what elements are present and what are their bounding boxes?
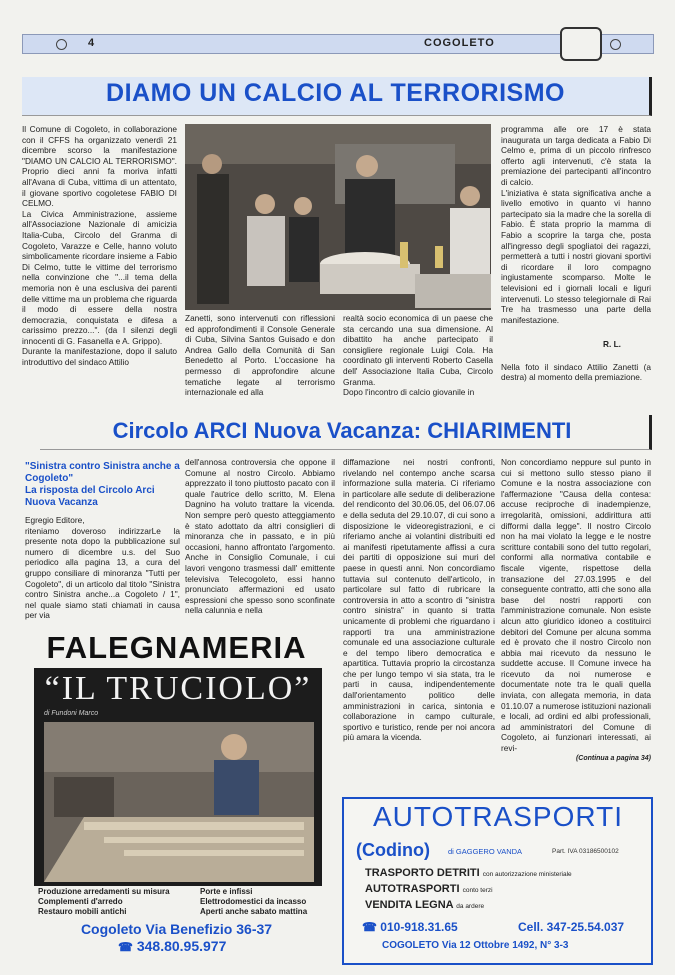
headline-terrorismo: DIAMO UN CALCIO AL TERRORISMO — [106, 79, 565, 107]
falegnameria-services-right: Porte e infissi Elettrodomestici da incasso Aperti anche sabato mattina — [200, 887, 308, 916]
article1-column-2: Zanetti, sono intervenuti con riflessioni ed approfondimenti il Console Generale di Cuba, Silvina Santos Guisado e don Andrea Gallo della Comunità di San Benedetto al Porto. L'occasione ha permesso di approfondire alcune tematiche legate al terrorismo internazionale ed alla — [185, 313, 335, 398]
autotrasporti-services: TRASPORTO DETRITI con autorizzazione ministeriale AUTOTRASPORTI conto terzi VENDITA LEGNA da ardere — [365, 867, 572, 911]
smiley-icon — [56, 39, 67, 50]
falegnameria-address: Cogoleto Via Benefizio 36-37 — [80, 921, 273, 937]
autotrasporti-city: COGOLETO — [382, 940, 440, 951]
article2-column-2: dell'annosa controversia che oppone il Comune al nostro Circolo. Abbiamo apprezzato il tono piuttosto pacato con il quale l'autrice dello scritto, M. Elena Dagnino ha voluto trattare la vicenda. Non sempre però questo atteggiamento è stato adottato da altri consiglieri di minoranza che in passato, e in più occasioni, hanno affrontato l'argomento. Anche in Consiglio Comunale, i cui lavori vengono trasmessi dall' emittente televisiva Telecogoleto, essi hanno pronunciato affermazioni ed usato espressioni che spesso sono sconfinate nella calunnia e nella — [185, 457, 335, 616]
article2-column-4: Non concordiamo neppure sul punto in cui si mettono sullo stesso piano il Comune e la nostra associazione con l'affermazione "Causa della contesa: accuse reciproche di inadempienze, irregolarità, omissioni, addirittura atti difformi dalla legge". Il nostro Circolo non ha mai violato la legge e le nostre scritture contabili sono del tutto regolari, conformi alla normativa contabile e fiscale vigente, rispettose della transazione del 27.03.1995 e del conseguente contratto, atti che sono alla base del nostri rapporti con l'amministrazione comunale. Non esiste alcun atto giuridico idoneo a costituirci debitori del Comune per alcuna somma ed è provato che il nostro Circolo non abbia mai ricevuto da nessuno le suddette accuse. Il Comune invece ha ricevuto da noi numerose e documentate note tra le quali quella inviata, con allegata memoria, in data 01.10.07 a numerose istituzioni nazionali e locali, ad ordini ed albi professionali, ad amministratori del Comune di Cogoleto, ai funzionari interessati, ai revi- (Continua a pagina 34) — [501, 457, 651, 764]
falegnameria-owner: di Fundoni Marco — [44, 710, 99, 717]
article1-column-1: Il Comune di Cogoleto, in collaborazione con il CFFS ha organizzato venerdì 21 dicembre scorso la manifestazione "DIAMO UN CALCIO AL TERRORISMO". Proprio dieci anni fa moriva infatti all'Avana di Cuba, vittima di un attentato, il giovane sportivo cogoletese FABIO DI CELMO. La Civica Amministrazione, assieme all'Associazione Nazionale di amicizia Italia-Cuba, Circolo del Granma di Cogoleto, Varazze e Celle, hanno voluto simbolicamente ricordare insieme a Fabio Di Celmo, tutte le vittime del terrorismo nella convinzione che "...il tema della memoria non è una esclusiva dei parenti delle vittime ma un problema che riguarda il modo di essere della nostra democrazia, conquistata e difesa a carissimo prezzo...". (da I silenzi degli innocenti di G. Fasanella e A. Grippo). Durante la manifestazione, dopo il saluto introduttivo del sindaco Attilio — [22, 124, 177, 368]
header-frame — [560, 27, 602, 61]
workshop-illustration — [44, 722, 314, 882]
autotrasporti-phone: 010-918.31.65 — [380, 920, 458, 934]
autotrasporti-owner: di GAGGERO VANDA — [448, 847, 523, 856]
autotrasporti-vat: Part. IVA 03186500102 — [552, 848, 619, 855]
page-number: 4 — [88, 37, 95, 49]
continued-note: (Continua a pagina 34) — [575, 754, 651, 762]
smiley-icon — [610, 39, 621, 50]
magazine-name: COGOLETO — [424, 37, 495, 49]
telephone-icon: ☎ — [362, 920, 377, 934]
headline-arci: Circolo ARCI Nuova Vacanza: CHIARIMENTI — [112, 418, 572, 443]
autotrasporti-address-row — [382, 940, 568, 951]
workshop-photo — [44, 722, 314, 882]
autotrasporti-name: (Codino) — [356, 840, 430, 860]
falegnameria-subtitle: “IL TRUCIOLO” — [44, 670, 312, 707]
falegnameria-phone-row — [118, 938, 226, 954]
falegnameria-title: FALEGNAMERIA — [46, 630, 307, 665]
falegnameria-phone: 348.80.95.977 — [136, 938, 227, 954]
autotrasporti-phone-row — [362, 920, 458, 934]
autotrasporti-address: Via 12 Ottobre 1492, N° 3-3 — [441, 940, 569, 951]
article2-subtitle: "Sinistra contro Sinistra anche a Cogoleto" La risposta del Circolo Arci Nuova Vacanza — [25, 461, 180, 508]
event-photo-illustration — [185, 124, 491, 310]
article2-column-3: diffamazione nei nostri confronti, rivelando nel contempo anche scarsa informazione sulla materia. Ci riferiamo in particolare alle sedute di deliberazione del rendiconto del 30.06.05, del 06.07.06 e della seduta del 29.10.07, di cui sono a disposizione le videoregistrazioni, e ci riferiamo anche ai volantini distribuiti ed ai manifesti ripetutamente affissi a cura dei partiti di opposizione sui muri del paese in questi anni. Non concordiamo tuttavia sul contenuto dell'articolo, in particolare sul fatto di rubricare la controversia in atto a scontro di "sinistra contro sinistra" in quanto si tratta unicamente di problemi che riguardano i rapporti tra una amministrazione comunale ed una associazione culturale e del tempo libero democratica e apartitica. Tuttavia proprio la circostanza che per lungo tempo vi sia stata, tra le parti in causa, indipendentemente dall'orientamento politico delle amministrazioni in carica, sintonia e collaborazione in campo culturale, sportivo e turistico, rende per noi ancora più amara la vicenda. — [343, 457, 495, 743]
event-photo — [185, 124, 491, 310]
article2-column-1: Egregio Editore, riteniamo doveroso indirizzarLe la presente nota dopo la pubblicazione sul numero di dicembre u.s. del Suo periodico alla pagina 13, a cura del gruppo consiliare di minoranza "Tutti per Cogoleto", di un articolo dal titolo "Sinistra contro Sinistra anche...a Cogoleto / 1", nel quale siamo stati chiamati in causa per via — [25, 515, 180, 621]
telephone-icon: ☎ — [118, 940, 133, 954]
article1-column-4: programma alle ore 17 è stata inaugurata un targa dedicata a Fabio Di Celmo e, prima di un piccolo rinfresco offerto agli intervenuti, c'è stata la premiazione dei partecipanti all'incontro di calcio. L'iniziativa è stata significativa anche a livello emotivo in quanto vi hanno partecipato sia la madre che la sorella di Fabio. È stata proprio la mamma di Fabio a scoprire la targa che, posta all'ingresso degli spogliatoi dei ragazzi, permetterà a tutti i nostri giovani sportivi di ricordare il loro compagno ingiustamente scomparso. Molte le televisioni ed i giornali locali e liguri intervenuti. Lo stesso telegiornale di Rai Tre ha trasmesso una parte della manifestazione. R. L. Nella foto il sindaco Attilio Zanetti (a destra) al momento della premiazione. — [501, 124, 651, 383]
autotrasporti-cell: Cell. 347-25.54.037 — [518, 920, 625, 934]
article1-signature: R. L. — [603, 339, 621, 350]
autotrasporti-title: AUTOTRASPORTI — [372, 801, 623, 832]
photo-caption: Nella foto il sindaco Attilio Zanetti (a destra) al momento della premiazione. — [501, 361, 651, 383]
article1-column-3: realtà socio economica di un paese che sta cercando una sua dimensione. Al dibattito ha anche partecipato il consigliere regionale Luigi Cola. Ha coordinato gli interventi Roberto Casella dell' Associazione Italia Cuba, Circolo Granma. Dopo l'incontro di calcio giovanile in — [343, 313, 493, 398]
falegnameria-services-left: Produzione arredamenti su misura Complementi d'arredo Restauro mobili antichi — [38, 887, 170, 916]
